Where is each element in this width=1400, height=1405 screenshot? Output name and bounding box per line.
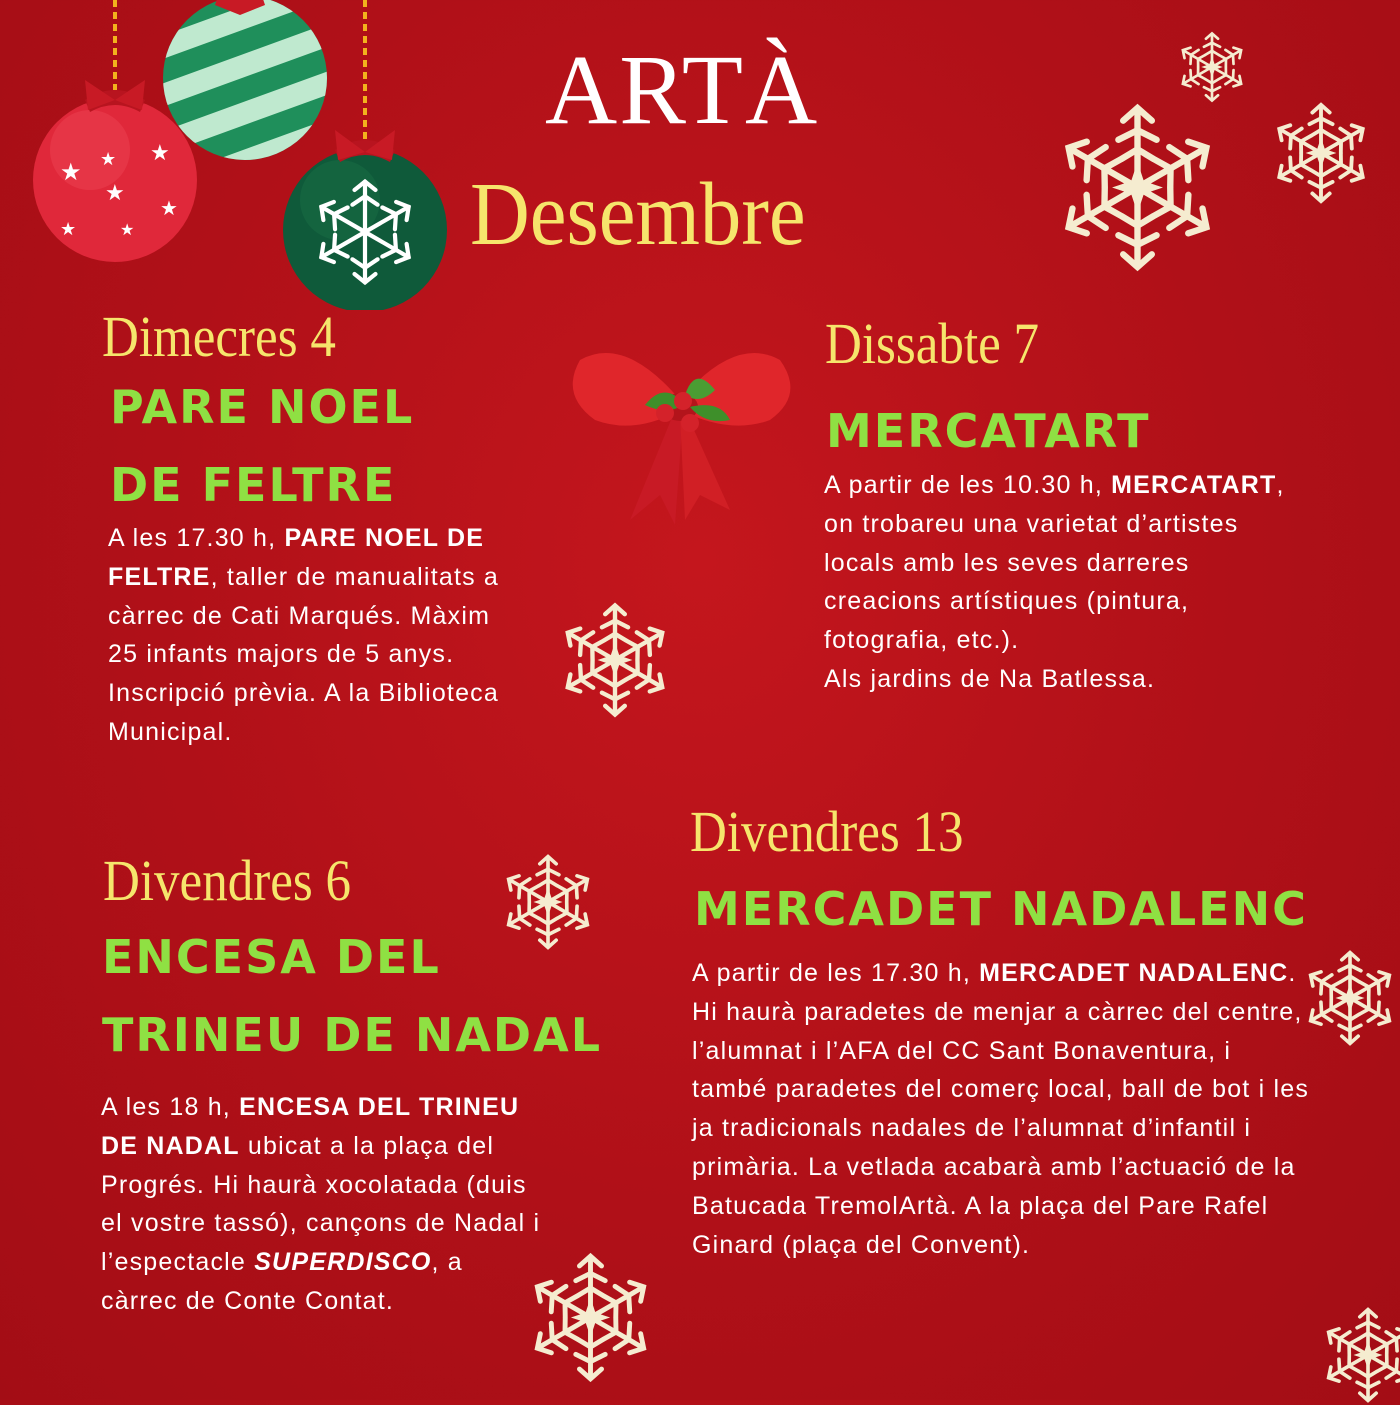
svg-text:★: ★ xyxy=(60,219,77,240)
event-title-encesa-trineu: ENCESA DEL TRINEU DE NADAL xyxy=(102,930,603,1062)
page-subtitle: Desembre xyxy=(470,165,806,264)
holly-bow-icon xyxy=(565,335,800,530)
svg-text:★: ★ xyxy=(105,181,125,206)
page-title: ARTÀ xyxy=(545,34,820,145)
snowflake-icon xyxy=(1318,1305,1400,1405)
event-day-divendres-6: Divendres 6 xyxy=(103,848,352,913)
svg-text:★: ★ xyxy=(100,149,117,170)
event-title-mercadet-nadalenc: MERCADET NADALENC xyxy=(694,882,1308,936)
green-ornament-icon xyxy=(283,130,447,310)
event-day-dimecres-4: Dimecres 4 xyxy=(102,304,336,369)
svg-text:★: ★ xyxy=(60,158,82,186)
snowflake-icon xyxy=(1050,100,1225,275)
snowflake-icon xyxy=(1175,30,1249,104)
event-description-pare-noel: A les 17.30 h, PARE NOEL DE FELTRE, taller de manualitats a càrrec de Cati Marqués. Màxim 25 infants majors de 5 anys. Inscripció prèvia. A la Biblioteca Municipal. xyxy=(108,524,500,746)
event-day-divendres-13: Divendres 13 xyxy=(690,799,964,864)
event-day-dissabte-7: Dissabte 7 xyxy=(825,311,1040,376)
svg-text:★: ★ xyxy=(120,220,135,239)
event-description-mercatart: A partir de les 10.30 h, MERCATART, on trobareu una varietat d’artistes locals amb les seves darreres creacions artístiques (pintura, fotografia, etc.). Als jardins de Na Batlessa. xyxy=(824,471,1285,693)
event-description-encesa-trineu: A les 18 h, ENCESA DEL TRINEU DE NADAL ubicat a la plaça del Progrés. Hi haurà xocolatada (duis el vostre tassó), cançons de Nadal i l’espectacle SUPERDISCO, a càrrec de Conte Contat. xyxy=(101,1093,541,1315)
event-title-mercatart: MERCATART xyxy=(826,404,1151,458)
event-title-pare-noel: PARE NOEL DE FELTRE xyxy=(110,380,415,512)
svg-text:★: ★ xyxy=(160,196,178,220)
svg-text:★: ★ xyxy=(150,141,170,166)
snowflake-icon xyxy=(555,600,675,720)
christmas-ornaments xyxy=(0,0,460,310)
snowflake-icon xyxy=(1300,948,1400,1048)
event-description-mercadet-nadalenc: A partir de les 17.30 h, MERCADET NADALENC. Hi haurà paradetes de menjar a càrrec del centre, l’alumnat i l’AFA del CC Sant Bonaventura, i també paradetes del comerç local, ball de bot i les ja tradicionals nadales de l’alumnat d’infantil i primària. La vetlada acabarà amb l’actuació de la Batucada TremolArtà. A la plaça del Pare Rafel Ginard (plaça del Convent). xyxy=(692,959,1310,1259)
snowflake-icon xyxy=(1268,100,1374,206)
